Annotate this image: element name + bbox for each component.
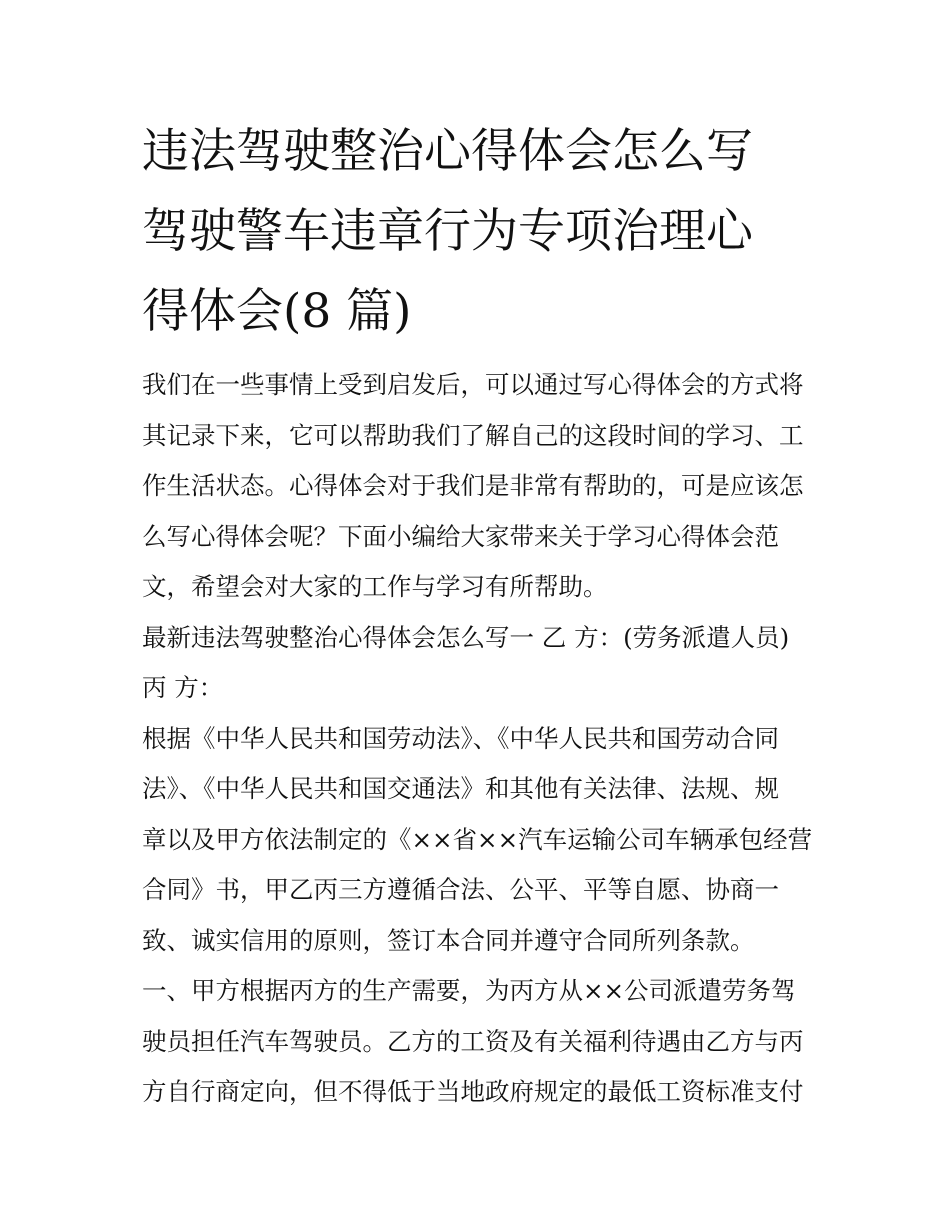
text-line: 最新违法驾驶整治心得体会怎么写一 乙 方：(劳务派遣人员): [142, 622, 790, 652]
document-title: [142, 112, 822, 352]
text-line: 根据《中华人民共和国劳动法》、《中华人民共和国劳动合同: [142, 723, 779, 753]
text-line: 我们在一些事情上受到启发后，可以通过写心得体会的方式将: [142, 370, 804, 399]
text-line: 致、诚实信用的原则，签订本合同并遵守合同所列条款。: [142, 925, 755, 955]
text-line: 其记录下来，它可以帮助我们了解自己的这段时间的学习、工: [142, 420, 804, 450]
text-line: 一、甲方根据丙方的生产需要，为丙方从××公司派遣劳务驾: [142, 976, 796, 1005]
text-line: 么写心得体会呢？下面小编给大家带来关于学习心得体会范: [142, 521, 779, 551]
text-line: 文，希望会对大家的工作与学习有所帮助。: [142, 572, 608, 601]
title-line: 得体会(8 篇): [142, 284, 412, 339]
text-line: 驶员担任汽车驾驶员。乙方的工资及有关福利待遇由乙方与丙: [142, 1026, 804, 1056]
legal-basis-paragraph: [142, 714, 822, 967]
text-line: 作生活状态。心得体会对于我们是非常有帮助的，可是应该怎: [142, 471, 804, 500]
intro-paragraph: [142, 360, 822, 613]
title-line: 违法驾驶整治心得体会怎么写: [142, 124, 753, 179]
title-line: 驾驶警车违章行为专项治理心: [142, 204, 753, 259]
text-line: 丙 方：: [142, 673, 224, 702]
text-line: 章以及甲方依法制定的《××省××汽车运输公司车辆承包经营: [142, 824, 813, 854]
section-heading-paragraph: [142, 613, 822, 714]
document-page: [142, 112, 822, 1118]
text-line: 合同》书，甲乙丙三方遵循合法、公平、平等自愿、协商一: [142, 875, 779, 904]
text-line: 方自行商定向，但不得低于当地政府规定的最低工资标准支付: [142, 1077, 804, 1106]
text-line: 法》、《中华人民共和国交通法》和其他有关法律、法规、规: [142, 774, 779, 803]
clause-one-paragraph: [142, 966, 822, 1118]
